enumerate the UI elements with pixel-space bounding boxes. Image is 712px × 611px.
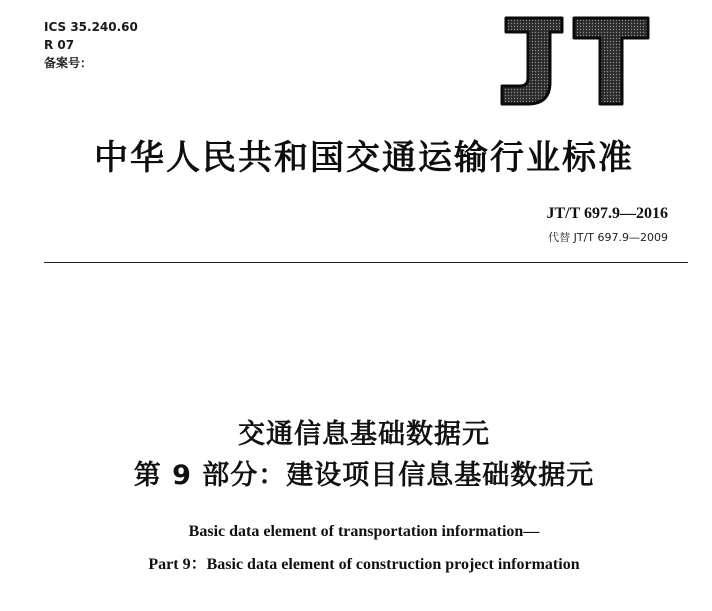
ccs-code: R 07 xyxy=(44,38,75,52)
title-cn-line-2: 第 9 部分：建设项目信息基础数据元 xyxy=(133,460,595,491)
replaces-standard: 代替 JT/T 697.9—2009 xyxy=(548,231,668,244)
title-cn-line-1: 交通信息基础数据元 xyxy=(238,419,490,450)
classification-block xyxy=(44,18,138,72)
standard-category-title: 中华人民共和国交通运输行业标准 xyxy=(94,138,634,178)
header-divider xyxy=(44,262,688,263)
filing-number-label: 备案号： xyxy=(44,56,93,70)
logo-letter-t xyxy=(574,18,648,104)
title-en-line-1: Basic data element of transportation information— xyxy=(188,523,540,540)
title-en-line-2: Part 9：Basic data element of construction project information xyxy=(148,556,580,573)
logo-letter-j xyxy=(502,18,562,104)
standard-number: JT/T 697.9—2016 xyxy=(546,205,668,222)
ics-code: ICS 35.240.60 xyxy=(44,20,138,34)
jt-emblem-icon xyxy=(492,10,654,110)
